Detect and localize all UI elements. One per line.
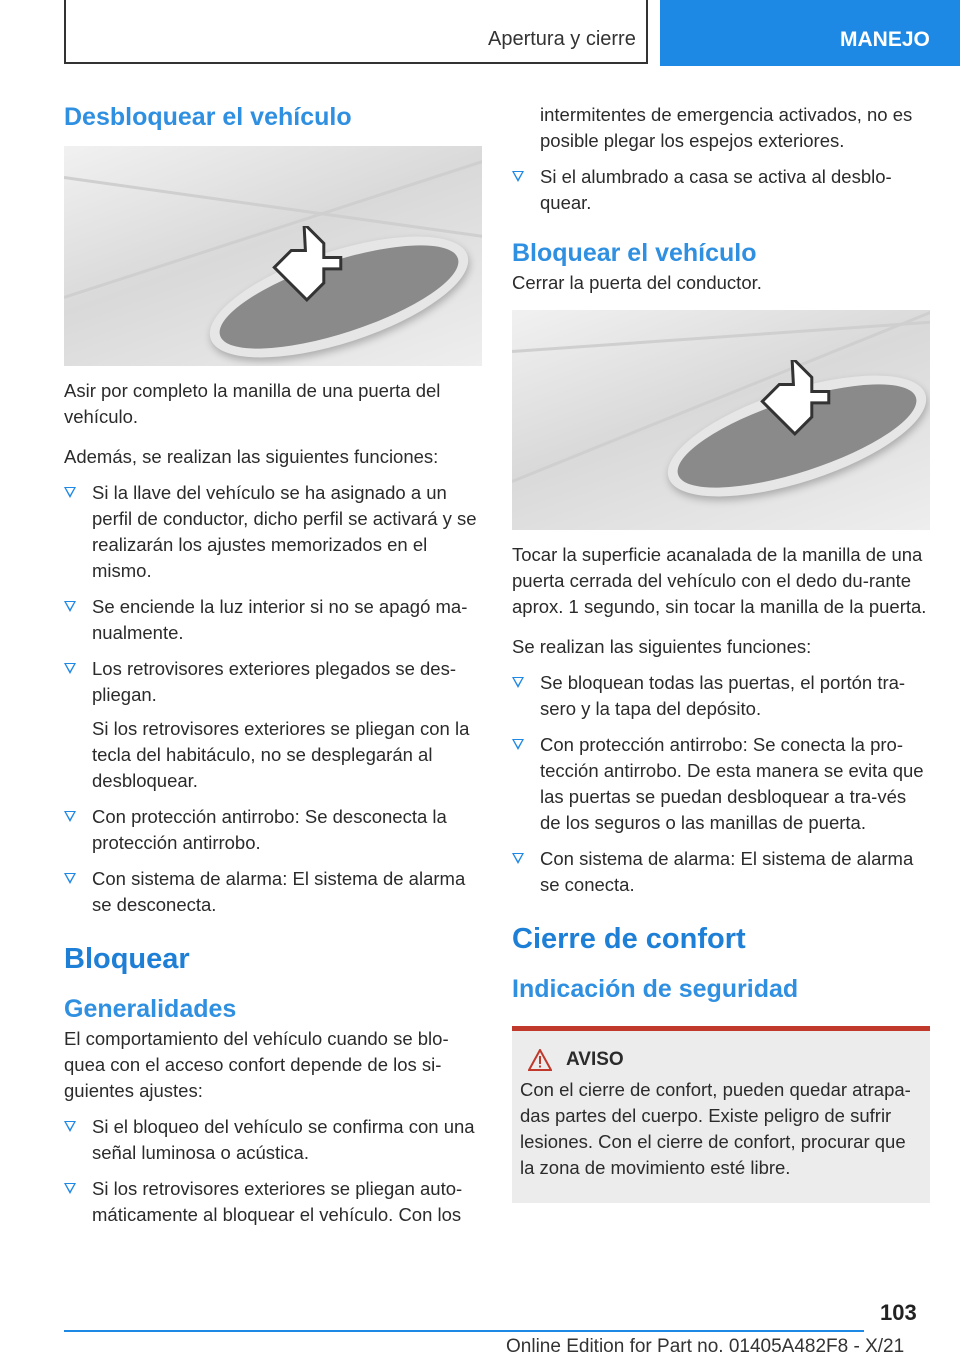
bullet-triangle-icon [64,873,76,884]
list-item: Los retrovisores exteriores plegados se des‐pliegan. Si los retrovisores exteriores se pliegan con la tecla del habitáculo, no se desplegarán al desbloquear. [64,656,482,794]
door-handle-image-lock [512,310,930,530]
heading-safety-note: Indicación de seguridad [512,975,799,1003]
bullet-triangle-icon [64,1121,76,1132]
list-item: Con sistema de alarma: El sistema de alarma se conecta. [512,846,930,898]
list-continuation: intermitentes de emergencia activados, no es posible plegar los espejos exteriores. [540,104,913,151]
paragraph-functions-intro: Además, se realizan las siguientes funciones: [64,446,439,467]
paragraph-functions-intro: Se realizan las siguientes funciones: [512,636,812,657]
list-item: Si el bloqueo del vehículo se confirma con una señal luminosa o acústica. [64,1114,482,1166]
notice-text: Con el cierre de confort, pueden quedar atrapa‐das partes del cuerpo. Existe peligro de sufrir lesiones. Con el cierre de confort, procurar que la zona de movimiento esté libre. [520,1079,911,1178]
arrow-icon [264,226,344,306]
bullet-triangle-icon [64,811,76,822]
lock-functions-list [512,670,930,898]
bullet-triangle-icon [512,739,524,750]
warning-notice [512,1026,930,1203]
right-column [512,100,930,1203]
general-settings-list [64,1114,482,1228]
continuation-list [512,164,930,216]
bullet-triangle-icon [64,601,76,612]
heading-general: Generalidades [64,995,237,1023]
list-item: Si el alumbrado a casa se activa al desblo‐quear. [512,164,930,216]
heading-comfort-lock: Cierre de confort [512,923,746,955]
chapter-tab[interactable] [660,0,960,66]
list-item: Se bloquean todas las puertas, el portón tra‐sero y la tapa del depósito. [512,670,930,722]
list-item: Si los retrovisores exteriores se pliegan auto‐máticamente al bloquear el vehículo. Con los [64,1176,482,1228]
bullet-triangle-icon [64,1183,76,1194]
paragraph-grip-handle: Asir por completo la manilla de una puerta del vehículo. [64,380,441,427]
door-handle-image-unlock [64,146,482,366]
page-number: 103 [880,1300,917,1325]
notice-label: AVISO [566,1049,624,1070]
bullet-triangle-icon [64,663,76,674]
arrow-icon [752,360,832,440]
bullet-triangle-icon [64,487,76,498]
list-item-note: Si los retrovisores exteriores se pliegan con la tecla del habitáculo, no se desplegarán al desbloquear. [92,718,470,791]
paragraph-close-door: Cerrar la puerta del conductor. [512,272,762,293]
unlock-functions-list [64,480,482,918]
heading-unlock-vehicle: Desbloquear el vehículo [64,103,352,131]
list-item: Con protección antirrobo: Se desconecta la protección antirrobo. [64,804,482,856]
heading-lock-vehicle: Bloquear el vehículo [512,239,757,267]
bullet-triangle-icon [512,677,524,688]
bullet-triangle-icon [512,171,524,182]
bullet-triangle-icon [512,853,524,864]
heading-lock: Bloquear [64,943,190,975]
footer-divider [64,1330,864,1332]
list-item: Con sistema de alarma: El sistema de alarma se desconecta. [64,866,482,918]
list-item: Con protección antirrobo: Se conecta la pro‐tección antirrobo. De esta manera se evita que las puertas se puedan desbloquear a tra‐vés de los seguros o las manillas de puerta. [512,732,930,836]
warning-triangle-icon [528,1049,552,1071]
list-item: Se enciende la luz interior si no se apagó ma‐nualmente. [64,594,482,646]
chapter-tab-label: MANEJO [840,28,930,51]
footer-edition: Online Edition for Part no. 01405A482F8 - X/21 [506,1336,905,1357]
list-item: Si la llave del vehículo se ha asignado a un perfil de conductor, dicho perfil se activará y se realizarán los ajustes memorizados en el mismo. [64,480,482,584]
left-column [64,100,482,1228]
header-section-title: Apertura y cierre [488,28,636,50]
paragraph-general: El comportamiento del vehículo cuando se blo‐quea con el acceso confort depende de los si‐guientes ajustes: [64,1028,449,1101]
paragraph-touch-surface: Tocar la superficie acanalada de la manilla de una puerta cerrada del vehículo con el dedo du‐rante aprox. 1 segundo, sin tocar la manilla de la puerta. [512,544,927,617]
